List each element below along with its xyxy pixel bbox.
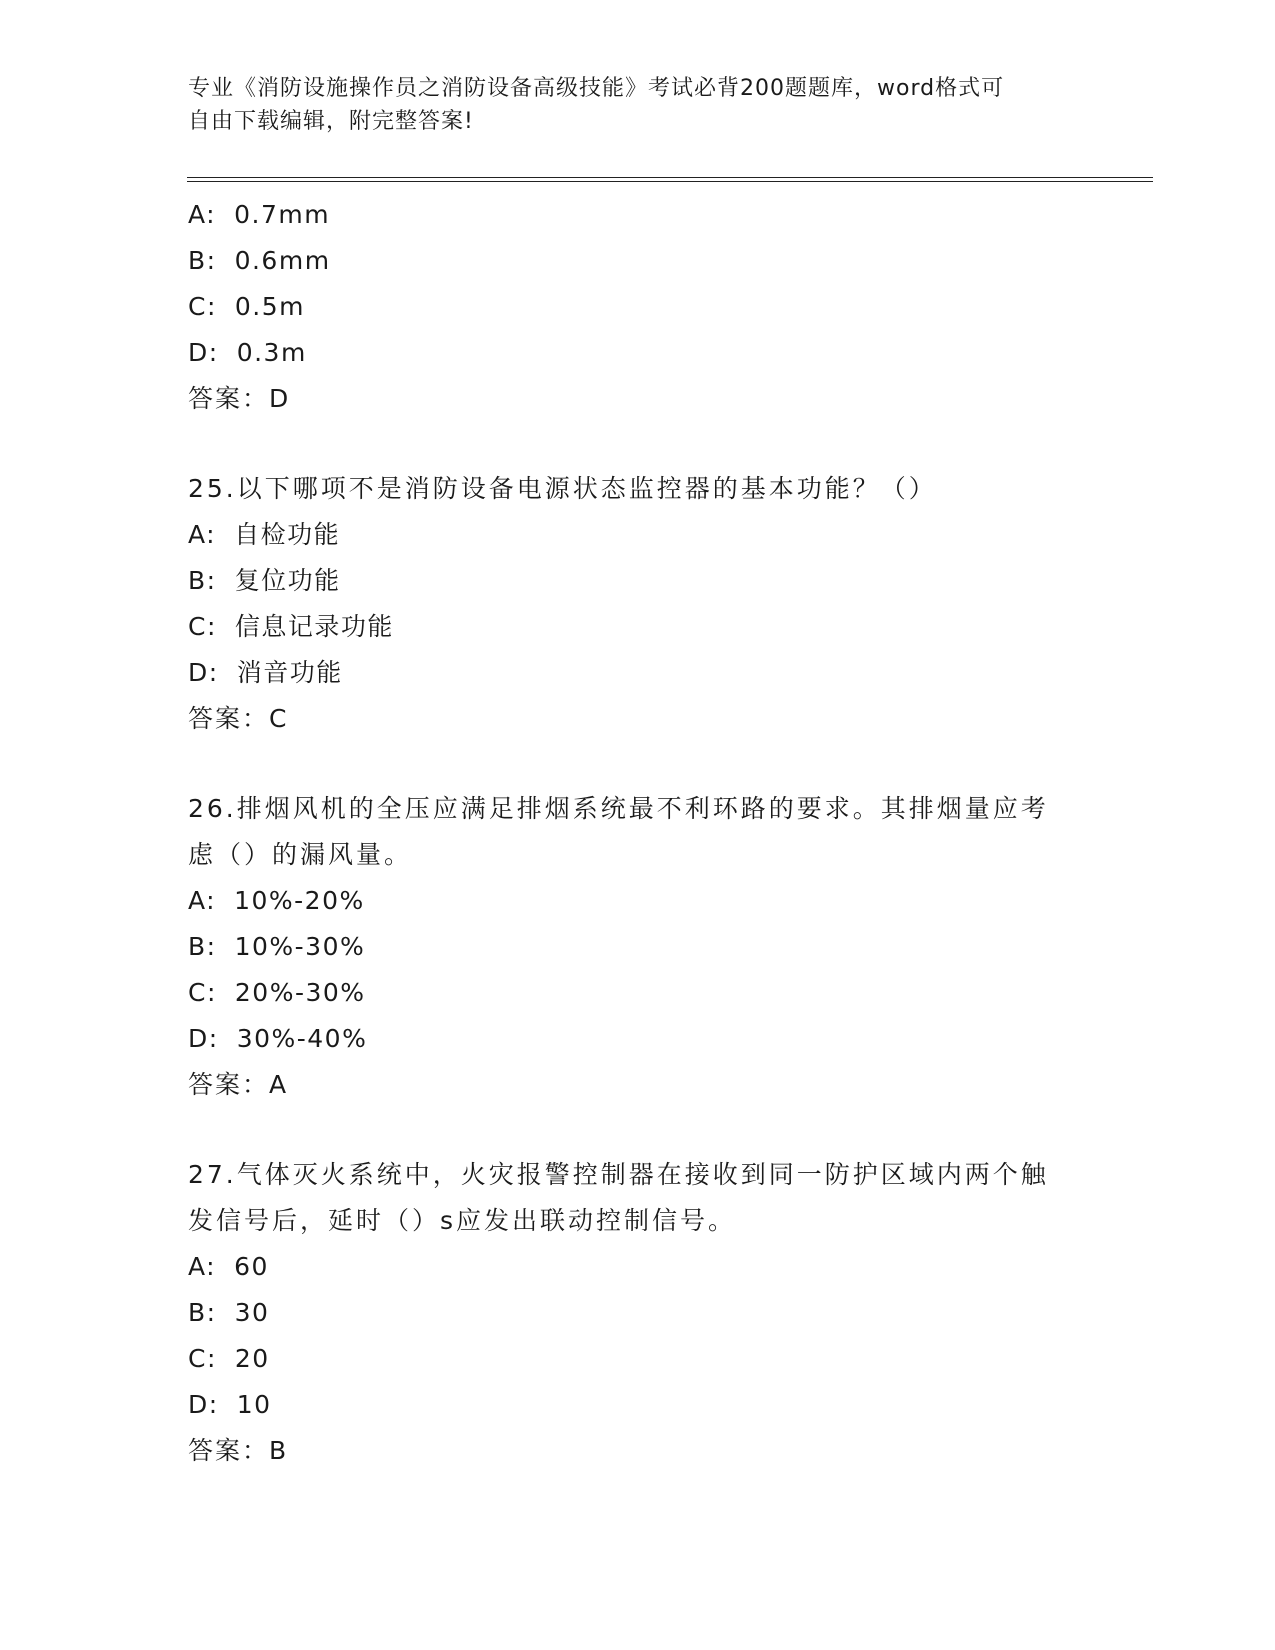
option-a: A: 10%-20% bbox=[188, 886, 365, 915]
option-a: A: 60 bbox=[188, 1252, 269, 1281]
header-line-2: 自由下载编辑，附完整答案! bbox=[188, 109, 474, 134]
answer-line: 答案：A bbox=[188, 1070, 287, 1099]
option-b: B: 复位功能 bbox=[188, 566, 341, 595]
question-stem-line-1: 27.气体灭火系统中，火灾报警控制器在接收到同一防护区域内两个触 bbox=[188, 1160, 1049, 1189]
option-b: B: 10%-30% bbox=[188, 932, 366, 961]
option-d: D: 消音功能 bbox=[188, 658, 343, 687]
question-stem-line-2: 虑（）的漏风量。 bbox=[188, 840, 413, 869]
answer-value: D bbox=[269, 384, 289, 413]
option-c: C: 20%-30% bbox=[188, 978, 366, 1007]
answer-value: C bbox=[269, 704, 287, 733]
question-list bbox=[188, 192, 1088, 1474]
option-d: D: 10 bbox=[188, 1390, 272, 1419]
option-a: A: 0.7mm bbox=[188, 200, 331, 229]
option-c: C: 20 bbox=[188, 1344, 270, 1373]
answer-line: 答案：C bbox=[188, 704, 287, 733]
question-stem-line-2: 发信号后，延时（）s应发出联动控制信号。 bbox=[188, 1206, 737, 1235]
question-27 bbox=[188, 1152, 1088, 1474]
option-d: D: 0.3m bbox=[188, 338, 307, 367]
answer-value: A bbox=[269, 1070, 287, 1099]
option-a: A: 自检功能 bbox=[188, 520, 341, 549]
question-25 bbox=[188, 466, 1088, 742]
answer-line: 答案：B bbox=[188, 1436, 287, 1465]
option-c: C: 0.5m bbox=[188, 292, 306, 321]
question-stem: 25.以下哪项不是消防设备电源状态监控器的基本功能？（） bbox=[188, 474, 937, 503]
answer-line: 答案：D bbox=[188, 384, 289, 413]
answer-value: B bbox=[269, 1436, 287, 1465]
option-c: C: 信息记录功能 bbox=[188, 612, 394, 641]
question-24 bbox=[188, 192, 1088, 422]
document-header bbox=[188, 72, 1088, 138]
option-b: B: 30 bbox=[188, 1298, 270, 1327]
option-d: D: 30%-40% bbox=[188, 1024, 368, 1053]
option-b: B: 0.6mm bbox=[188, 246, 331, 275]
question-26 bbox=[188, 786, 1088, 1108]
header-line-1: 专业《消防设施操作员之消防设备高级技能》考试必背200题题库，word格式可 bbox=[188, 76, 1005, 101]
header-double-rule bbox=[187, 177, 1153, 182]
question-stem-line-1: 26.排烟风机的全压应满足排烟系统最不利环路的要求。其排烟量应考 bbox=[188, 794, 1049, 823]
